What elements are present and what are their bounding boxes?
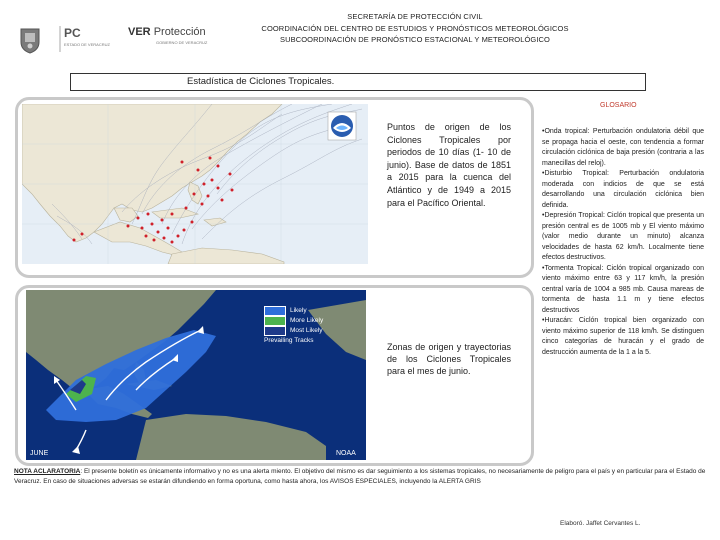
header-line-2: COORDINACIÓN DEL CENTRO DE ESTUDIOS Y PRONÓSTICOS METEOROLÓGICOS: [261, 23, 569, 33]
glossary-huracan: •Huracán: Ciclón tropical bien organizado con viento máximo superior de 118 km/h. Se distinguen cinco categorías de huracán y el grado de destrucción aumenta de la 1 a la 5.: [542, 317, 704, 356]
section-title: Estadística de Ciclones Tropicales.: [187, 76, 335, 87]
ver-logo-bold: VER: [128, 26, 151, 38]
legend-label-most-likely: Most Likely: [290, 327, 323, 334]
pc-logo-text: PC: [64, 26, 81, 40]
glossary-disturbio-tropical: •Disturbio Tropical: Perturbación ondulatoria moderada con indicios de que se está desarrollando una circulación ciclónica bien definida.: [542, 170, 704, 209]
ver-logo-subtitle: GOBIERNO DE VERACRUZ: [156, 40, 208, 45]
veracruz-seal-logo: [18, 26, 42, 54]
ver-proteccion-logo: [128, 24, 238, 54]
document-header: [230, 11, 600, 46]
prevailing-tracks-caption: Zonas de origen y trayectorias de los Ciclones Tropicales para el mes de junio.: [387, 342, 511, 376]
glossary-title: GLOSARIO: [600, 102, 637, 109]
tracks-legend: [264, 306, 354, 345]
glossary-depresion-tropical: •Depresión Tropical: Ciclón tropical que presenta un presión central es de 1005 mb y El viento máximo (valor medio durante un minuto) alcanza velocidades de hasta 62 km/h. Localmente tiene efectos destructivos.: [542, 212, 704, 261]
legend-swatch-most-likely: [264, 326, 286, 336]
legend-item-more-likely: [264, 316, 354, 325]
section-title-bar: [70, 73, 646, 91]
disclaimer-label: NOTA ACLARATORIA: [14, 468, 81, 475]
ver-logo-text: [128, 26, 206, 38]
ver-logo-light: Protección: [153, 26, 206, 38]
map-month-label: JUNE: [30, 450, 49, 457]
glossary-onda-tropical: •Onda tropical: Perturbación ondulatoria débil que se propaga hacia el oeste, con tendencia a formar circulación ciclónica de baja presión (contraria a las manecillas del reloj).: [542, 128, 704, 167]
disclaimer-text: : El presente boletín es únicamente informativo y no es una alerta miento. El objetivo del mismo es dar seguimiento a los sistemas tropicales, no necesariamente de peligro para el país y en particular para el Estado de Veracruz. En caso de situaciones adversas se estarán difundiendo en forma oportuna, como hasta ahora, los AVISOS ESPECIALES, incluyendo la ALERTA GRIS: [14, 468, 706, 485]
header-line-1: SECRETARÍA DE PROTECCIÓN CIVIL: [347, 12, 483, 21]
legend-item-likely: [264, 306, 354, 315]
legend-label-likely: Likely: [290, 307, 307, 314]
map-source-label: NOAA: [336, 450, 356, 457]
legend-swatch-likely: [264, 306, 286, 316]
legend-label-prevailing-tracks: Prevailing Tracks: [264, 337, 314, 344]
author-signature: Elaboró. Jaffet Cervantes L.: [560, 520, 641, 527]
pc-logo-subtitle: ESTADO DE VERACRUZ: [64, 42, 110, 47]
legend-item-prevailing-tracks: [264, 336, 354, 345]
legend-item-most-likely: [264, 326, 354, 335]
origin-points-map: [22, 104, 368, 264]
glossary-tormenta-tropical: •Tormenta Tropical: Ciclón tropical organizado con viento máximo entre 63 y 117 km/h, la presión central varía de 1004 a 985 mb. Causa mareas de tormenta de hasta 1.1 m y tiene efectos destructivos: [542, 264, 704, 314]
header-line-3: SUBCOORDINACIÓN DE PRONÓSTICO ESTACIONAL Y METEOROLÓGICO: [280, 35, 550, 44]
proteccion-civil-logo: [48, 24, 118, 54]
legend-swatch-more-likely: [264, 316, 286, 326]
disclaimer-note: [14, 467, 714, 487]
glossary: [542, 127, 704, 358]
origin-points-caption: Puntos de origen de los Ciclones Tropicales por periodos de 10 días (1- 10 de junio). Base de datos de 1851 a 2015 para la cuenca del Atlántico y de 1949 a 2015 para el Pacífico Oriental.: [387, 122, 511, 208]
legend-label-more-likely: More Likely: [290, 317, 324, 324]
